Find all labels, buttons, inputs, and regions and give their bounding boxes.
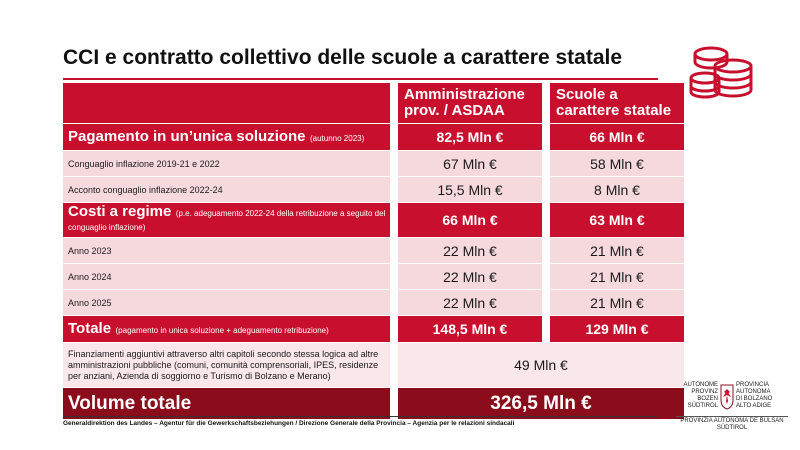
province-logo xyxy=(676,382,788,440)
logo-line: SÜDTIROL xyxy=(716,425,748,431)
logo-line: SÜDTIROL xyxy=(687,403,718,409)
value-administration: 22 Mln € xyxy=(394,290,546,316)
section-note: (pagamento in unica soluzione + adeguamento retribuzione) xyxy=(115,326,329,335)
value-administration: 67 Mln € xyxy=(394,151,546,177)
logo-divider xyxy=(676,416,788,417)
table-row xyxy=(63,238,684,264)
value-state-schools: 66 Mln € xyxy=(546,124,684,151)
value-administration: 82,5 Mln € xyxy=(394,124,546,151)
value-administration: 22 Mln € xyxy=(394,238,546,264)
header-col-administration: Amministrazione prov. / ASDAA xyxy=(394,83,546,124)
footer-text: Generaldirektion des Landes – Agentur für die Gewerkschaftsbeziehungen / Direzione Generale della Provincia – Agenzia per le relazioni sindacali xyxy=(63,420,515,427)
section-row-one-off xyxy=(63,124,684,151)
logo-line: PROVINZIA AUTONOMA DE BULSAN xyxy=(680,418,784,424)
logo-line: AUTONOME xyxy=(683,382,718,388)
section-row-total xyxy=(63,316,684,343)
logo-line: PROVINCIA xyxy=(736,382,770,388)
section-note: (p.e. adeguamento 2022-24 della retribuzione a seguito del conguaglio inflazione) xyxy=(68,209,386,232)
section-label xyxy=(63,203,394,238)
value-state-schools: 21 Mln € xyxy=(546,238,684,264)
costs-table xyxy=(63,83,684,420)
page-title: CCI e contratto collettivo delle scuole a carattere statale xyxy=(63,46,623,69)
logo-text-italian xyxy=(736,382,788,410)
value-state-schools: 21 Mln € xyxy=(546,290,684,316)
value-administration: 66 Mln € xyxy=(394,203,546,238)
grand-total-value: 326,5 Mln € xyxy=(394,388,684,420)
logo-line: ALTO ADIGE xyxy=(736,403,772,409)
logo-line: BOZEN xyxy=(697,396,718,402)
coins-icon xyxy=(685,44,769,100)
title-underline xyxy=(63,78,658,80)
table-header-row xyxy=(63,83,684,124)
row-label: Anno 2023 xyxy=(63,238,394,264)
header-col-state-schools: Scuole a carattere statale xyxy=(546,83,684,124)
section-row-regime xyxy=(63,203,684,238)
eagle-coat-of-arms-icon xyxy=(720,384,734,410)
row-label: Anno 2024 xyxy=(63,264,394,290)
extra-funding-row xyxy=(63,343,684,388)
table-row xyxy=(63,290,684,316)
footer-rule xyxy=(63,416,658,417)
value-state-schools: 129 Mln € xyxy=(546,316,684,343)
row-label: Finanziamenti aggiuntivi attraverso altri capitoli secondo stessa logica ad altre amministrazioni pubbliche (comuni, comunità comprensoriali, IPES, residenze per anziani, Azienda di soggiorno e Turismo di Bolzano e Merano) xyxy=(63,343,394,388)
section-note: (autunno 2023) xyxy=(309,134,365,143)
section-title: Pagamento in un’unica soluzione xyxy=(68,128,306,145)
extra-funding-value: 49 Mln € xyxy=(394,343,684,388)
logo-line: DI BOLZANO xyxy=(736,396,773,402)
table-row xyxy=(63,151,684,177)
logo-line: PROVINZ xyxy=(691,389,718,395)
row-label: Anno 2025 xyxy=(63,290,394,316)
row-label: Acconto conguaglio inflazione 2022-24 xyxy=(63,177,394,203)
section-label xyxy=(63,124,394,151)
header-empty-cell xyxy=(63,83,394,124)
section-label xyxy=(63,316,394,343)
value-state-schools: 58 Mln € xyxy=(546,151,684,177)
logo-text-german xyxy=(676,382,718,410)
logo-text-ladin xyxy=(676,418,788,432)
value-state-schools: 8 Mln € xyxy=(546,177,684,203)
section-title: Totale xyxy=(68,320,112,337)
section-title: Costi a regime xyxy=(68,203,172,220)
grand-total-label: Volume totale xyxy=(63,388,394,420)
grand-total-row xyxy=(63,388,684,420)
table-row xyxy=(63,264,684,290)
value-administration: 148,5 Mln € xyxy=(394,316,546,343)
value-administration: 22 Mln € xyxy=(394,264,546,290)
value-state-schools: 63 Mln € xyxy=(546,203,684,238)
row-label: Conguaglio inflazione 2019-21 e 2022 xyxy=(63,151,394,177)
logo-line: AUTONOMA xyxy=(736,389,771,395)
value-state-schools: 21 Mln € xyxy=(546,264,684,290)
value-administration: 15,5 Mln € xyxy=(394,177,546,203)
table-row xyxy=(63,177,684,203)
